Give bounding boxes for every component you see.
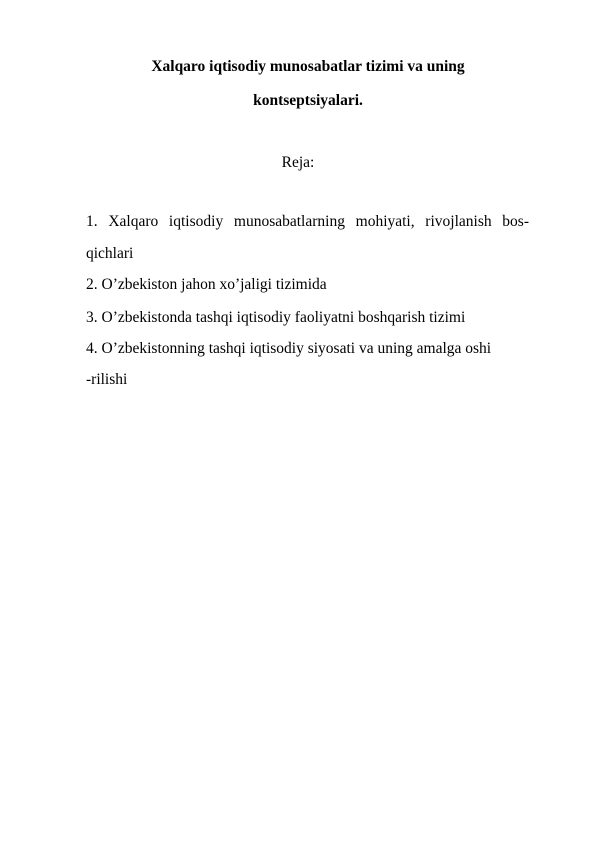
document-title-line-2: kontseptsiyalari. xyxy=(253,92,363,109)
plan-item-2: 2. O’zbekiston jahon xo’jaligi tizimida xyxy=(86,276,327,293)
plan-item-3: 3. O’zbekistonda tashqi iqtisodiy faoliyatni boshqarish tizimi xyxy=(86,309,466,326)
plan-item-1-line-1: 1. Xalqaro iqtisodiy munosabatlarning mohiyati, rivojlanish bos- xyxy=(86,213,529,230)
plan-heading: Reja: xyxy=(281,154,315,171)
plan-item-1-line-2: qichlari xyxy=(86,245,134,262)
plan-item-4-line-1: 4. O’zbekistonning tashqi iqtisodiy siyosati va uning amalga oshi xyxy=(86,340,492,357)
document-title-line-1: Xalqaro iqtisodiy munosabatlar tizimi va uning xyxy=(151,58,465,75)
plan-item-4-line-2: -rilishi xyxy=(86,371,128,388)
